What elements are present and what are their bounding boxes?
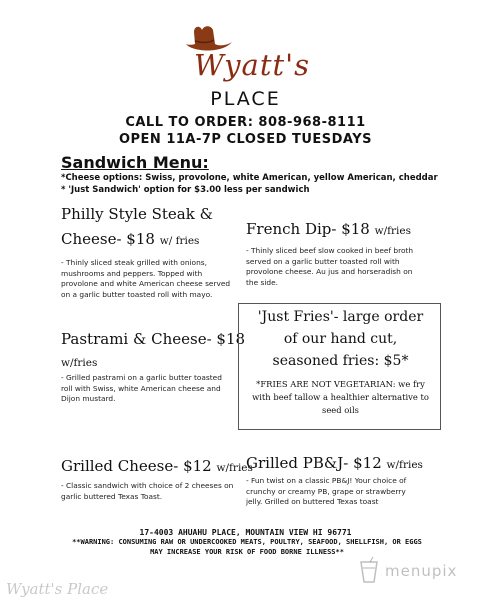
food-warning-line: **WARNING: CONSUMING RAW OR UNDERCOOKED MEATS, POULTRY, SEAFOOD, SHELLFISH, OR EGGS (72, 538, 422, 546)
menupix-cup-icon (357, 556, 381, 584)
pastrami-desc-line: - Grilled pastrami on a garlic butter toasted (61, 373, 222, 382)
hours: OPEN 11A-7P CLOSED TUESDAYS (118, 132, 373, 147)
menu-title: Sandwich Menu: (61, 153, 209, 172)
food-warning (55, 538, 439, 557)
philly-title-line1: Philly Style Steak & (61, 205, 213, 223)
just-fries-title-line: of our hand cut, (283, 331, 398, 347)
pbj-title: Grilled PB&J- $12 (246, 454, 382, 472)
philly-title: Cheese- $18 (61, 230, 155, 248)
philly-desc-line: mushrooms and peppers. Topped with (61, 268, 203, 278)
call-to-order: CALL TO ORDER: 808-968-8111 (125, 115, 366, 130)
philly-title-line2 (61, 228, 199, 252)
watermark-left: Wyatt's Place (6, 580, 109, 598)
french-dip-desc-line: - Thinly sliced beef slow cooked in beef broth (246, 246, 414, 255)
philly-desc-line: on a garlic butter toasted roll with mayo. (61, 289, 213, 299)
grilled-cheese-desc-line: - Classic sandwich with choice of 2 cheeses on (61, 481, 234, 490)
pastrami-desc (61, 373, 222, 405)
cheese-options-note: *Cheese options: Swiss, provolone, white American, yellow American, cheddar (61, 173, 438, 183)
french-dip-suffix: w/fries (374, 225, 412, 237)
french-dip-desc (246, 246, 413, 288)
just-fries-box (238, 303, 441, 430)
grilled-cheese-title: Grilled Cheese- $12 (61, 457, 212, 475)
just-sandwich-note: * 'Just Sandwich' option for $3.00 less per sandwich (61, 185, 310, 195)
pastrami-suffix-line (61, 350, 97, 374)
grilled-cheese-desc (61, 481, 233, 502)
pastrami-title: Pastrami & Cheese- $18 (61, 330, 246, 348)
fries-note-line: with beef tallow a healthier alternative to (252, 392, 429, 402)
philly-suffix: w/ fries (159, 235, 200, 247)
pbj-desc-line: - Fun twist on a classic PB&J! Your choice of (246, 476, 407, 485)
pbj-desc-line: jelly. Grilled on buttered Texas toast (246, 497, 379, 506)
just-fries-title (239, 306, 442, 372)
french-dip-desc-line: the side. (246, 277, 278, 287)
philly-desc-line: provolone and white American cheese served (61, 279, 231, 288)
fries-note-line: *FRIES ARE NOT VEGETARIAN: we fry (256, 379, 425, 389)
pbj-title-line (246, 452, 423, 476)
watermark-right: menupix (385, 562, 458, 580)
grilled-cheese-desc-line: garlic buttered Texas Toast. (61, 491, 163, 501)
logo (0, 10, 491, 108)
grilled-cheese-suffix: w/fries (216, 462, 253, 474)
philly-desc (61, 258, 230, 300)
pbj-desc (246, 476, 406, 508)
logo-place-text: PLACE (210, 88, 281, 110)
fries-note-line: seed oils (322, 405, 359, 415)
food-warning-line: MAY INCREASE YOUR RISK OF FOOD BORNE ILLNESS** (150, 547, 344, 556)
french-dip-desc-line: served on a garlic butter toasted roll with (246, 256, 400, 266)
logo-script-text: Wyatt's (194, 48, 311, 82)
philly-desc-line: - Thinly sliced steak grilled with onions, (61, 258, 207, 267)
fries-not-vegetarian-note (247, 378, 434, 417)
french-dip-title: French Dip- $18 (246, 220, 370, 238)
pastrami-suffix: w/fries (61, 357, 98, 369)
pastrami-desc-line: Dijon mustard. (61, 394, 116, 403)
french-dip-title-line (246, 218, 411, 242)
just-fries-title-line: 'Just Fries'- large order (257, 309, 424, 325)
pastrami-desc-line: roll with Swiss, white American cheese and (61, 383, 221, 393)
just-fries-title-line: seasoned fries: $5* (272, 353, 409, 369)
grilled-cheese-title-line (61, 455, 253, 479)
pbj-suffix: w/fries (386, 459, 423, 471)
pbj-desc-line: crunchy or creamy PB, grape or strawberry (246, 486, 406, 496)
address: 17-4003 AHUAHU PLACE, MOUNTAIN VIEW HI 96771 (139, 528, 352, 537)
french-dip-desc-line: provolone cheese. Au jus and horseradish on (246, 267, 413, 276)
